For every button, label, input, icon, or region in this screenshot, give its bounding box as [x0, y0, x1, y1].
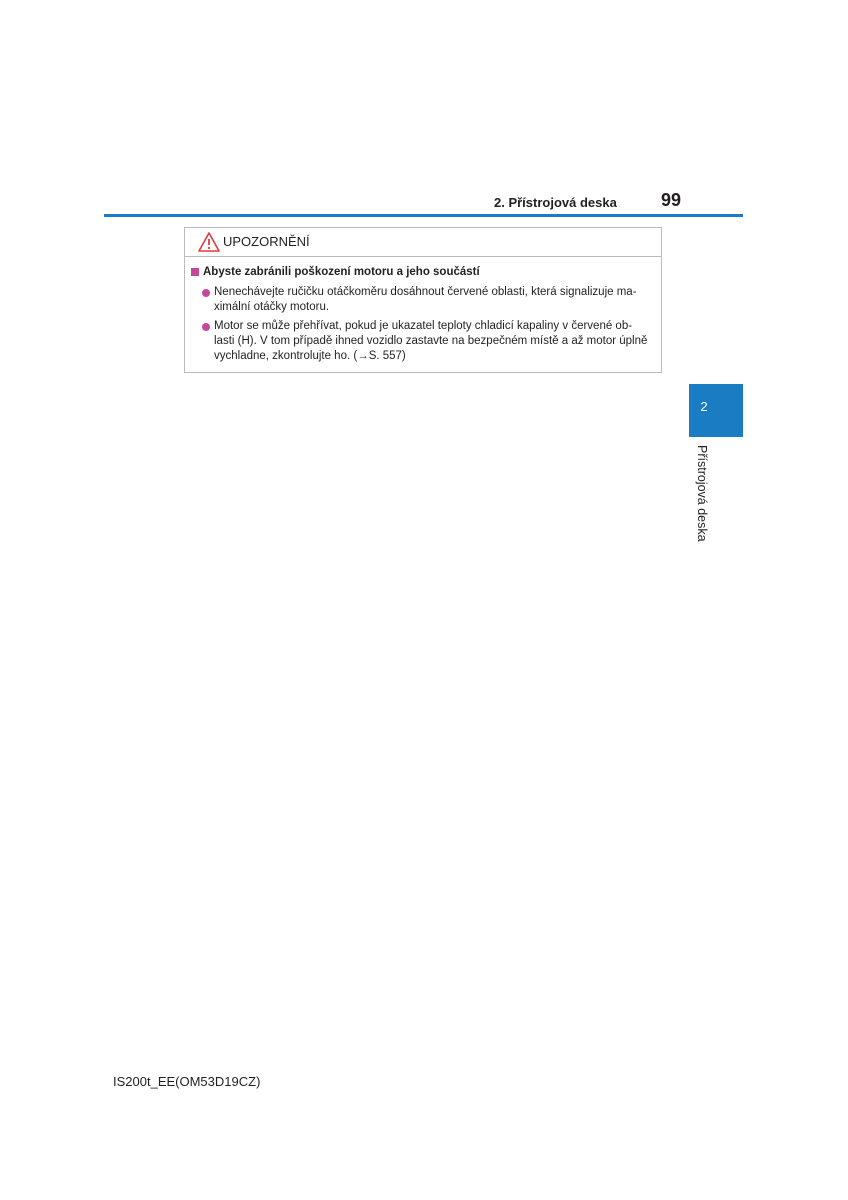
footer-code: IS200t_EE(OM53D19CZ) [113, 1074, 261, 1089]
bullet-dot-icon [202, 289, 210, 297]
list-item-text: Motor se může přehřívat, pokud je ukazatel teploty chladicí kapaliny v červené ob- lasti (H). V tom případě ihned vozidlo zastavte na bezpečném místě a až motor úplně vychladne, zkontrolujte ho. (→S. 557) [214, 320, 648, 362]
list-item-text: Nenechávejte ručičku otáčkoměru dosáhnout červené oblasti, která signalizuje ma- ximální otáčky motoru. [214, 286, 637, 313]
section-title: 2. Přístrojová deska [494, 195, 617, 210]
warning-section-heading [191, 266, 480, 278]
warning-box [184, 227, 662, 373]
warning-header [185, 228, 661, 257]
list-item [202, 285, 658, 315]
header-rule [104, 214, 743, 217]
warning-triangle-icon [198, 232, 220, 252]
bullet-dot-icon [202, 323, 210, 331]
warning-title: UPOZORNĚNÍ [223, 234, 310, 249]
warning-section-heading-text: Abyste zabránili poškození motoru a jeho součástí [203, 266, 480, 278]
square-bullet-icon [191, 268, 199, 276]
chapter-label: Přístrojová deska [695, 445, 709, 542]
page-number: 99 [661, 190, 682, 210]
chapter-tab [689, 384, 743, 437]
chapter-number: 2 [700, 399, 708, 414]
list-item [202, 319, 658, 364]
